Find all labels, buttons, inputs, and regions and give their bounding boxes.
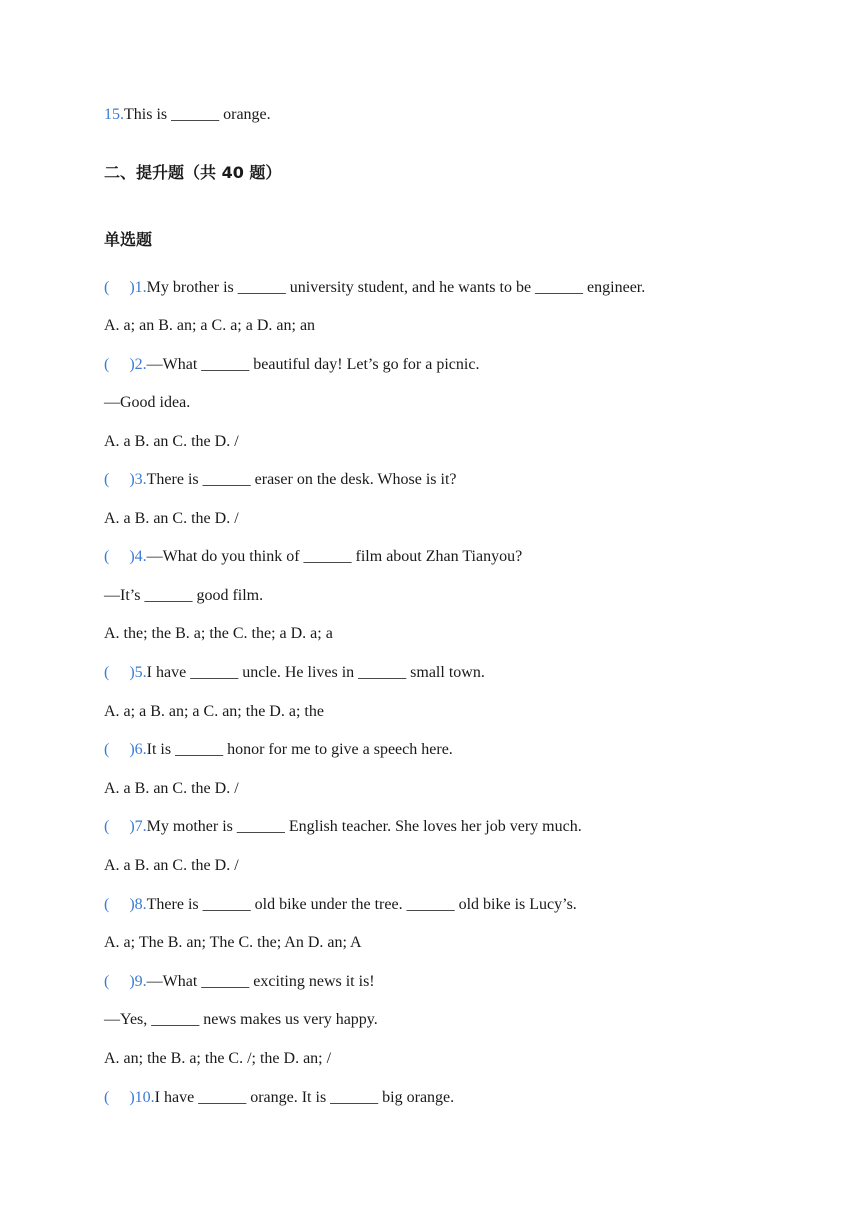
answer-paren-open: ( — [104, 818, 110, 835]
question-1-options: A. a; an B. an; a C. a; a D. an; an — [104, 317, 316, 334]
question-number: )8. — [129, 896, 147, 913]
question-stem: My mother is ______ English teacher. She loves her job very much. — [146, 818, 582, 835]
question-stem: It is ______ honor for me to give a speech here. — [146, 741, 453, 758]
question-stem: My brother is ______ university student, and he wants to be ______ engineer. — [146, 279, 646, 296]
question-number: )1. — [129, 279, 147, 296]
answer-paren-open: ( — [104, 741, 110, 758]
answer-paren-open: ( — [104, 548, 110, 565]
question-stem: —What ______ exciting news it is! — [146, 973, 375, 990]
answer-paren-open: ( — [104, 471, 110, 488]
question-2 — [104, 355, 479, 375]
question-stem: I have ______ orange. It is ______ big orange. — [154, 1089, 455, 1106]
question-stem: —What do you think of ______ film about Zhan Tianyou? — [146, 548, 523, 565]
question-9-options: A. an; the B. a; the C. /; the D. an; / — [104, 1050, 332, 1067]
question-stem: —What ______ beautiful day! Let’s go for a picnic. — [146, 356, 480, 373]
question-number: )9. — [129, 973, 147, 990]
question-2-options: A. a B. an C. the D. / — [104, 433, 239, 450]
answer-paren-open: ( — [104, 664, 110, 681]
question-8 — [104, 895, 577, 915]
question-9-reply: —Yes, ______ news makes us very happy. — [104, 1011, 378, 1028]
question-number: )2. — [129, 356, 147, 373]
question-stem: There is ______ old bike under the tree. ______ old bike is Lucy’s. — [146, 896, 577, 913]
question-5 — [104, 663, 485, 683]
question-4-reply: —It’s ______ good film. — [104, 587, 264, 604]
answer-paren-open: ( — [104, 896, 110, 913]
question-5-options: A. a; a B. an; a C. an; the D. a; the — [104, 703, 324, 720]
answer-paren-open: ( — [104, 973, 110, 990]
question-stem: There is ______ eraser on the desk. Whose is it? — [146, 471, 457, 488]
question-4-options: A. the; the B. a; the C. the; a D. a; a — [104, 625, 333, 642]
question-stem: I have ______ uncle. He lives in ______ small town. — [146, 664, 485, 681]
answer-paren-open: ( — [104, 279, 110, 296]
answer-paren-open: ( — [104, 1089, 110, 1106]
question-10 — [104, 1088, 454, 1108]
question-2-reply: —Good idea. — [104, 394, 191, 411]
question-number: )7. — [129, 818, 147, 835]
question-number: )6. — [129, 741, 147, 758]
question-9 — [104, 972, 375, 992]
question-3 — [104, 470, 457, 490]
question-7-options: A. a B. an C. the D. / — [104, 857, 239, 874]
section-title: 二、提升题（共 40 题） — [104, 163, 282, 182]
question-number: )4. — [129, 548, 147, 565]
question-number: )10. — [129, 1089, 155, 1106]
question-number: )5. — [129, 664, 147, 681]
question-8-options: A. a; The B. an; The C. the; An D. an; A — [104, 934, 362, 951]
question-number: )3. — [129, 471, 147, 488]
answer-paren-open: ( — [104, 356, 110, 373]
question-7 — [104, 817, 582, 837]
question-number: 15. — [104, 106, 124, 123]
question-4 — [104, 547, 522, 567]
question-6-options: A. a B. an C. the D. / — [104, 780, 239, 797]
question-1 — [104, 278, 645, 298]
sub-title: 单选题 — [104, 230, 153, 249]
question-3-options: A. a B. an C. the D. / — [104, 510, 239, 527]
question-15 — [104, 105, 271, 125]
question-stem: This is ______ orange. — [124, 106, 271, 123]
question-6 — [104, 740, 453, 760]
